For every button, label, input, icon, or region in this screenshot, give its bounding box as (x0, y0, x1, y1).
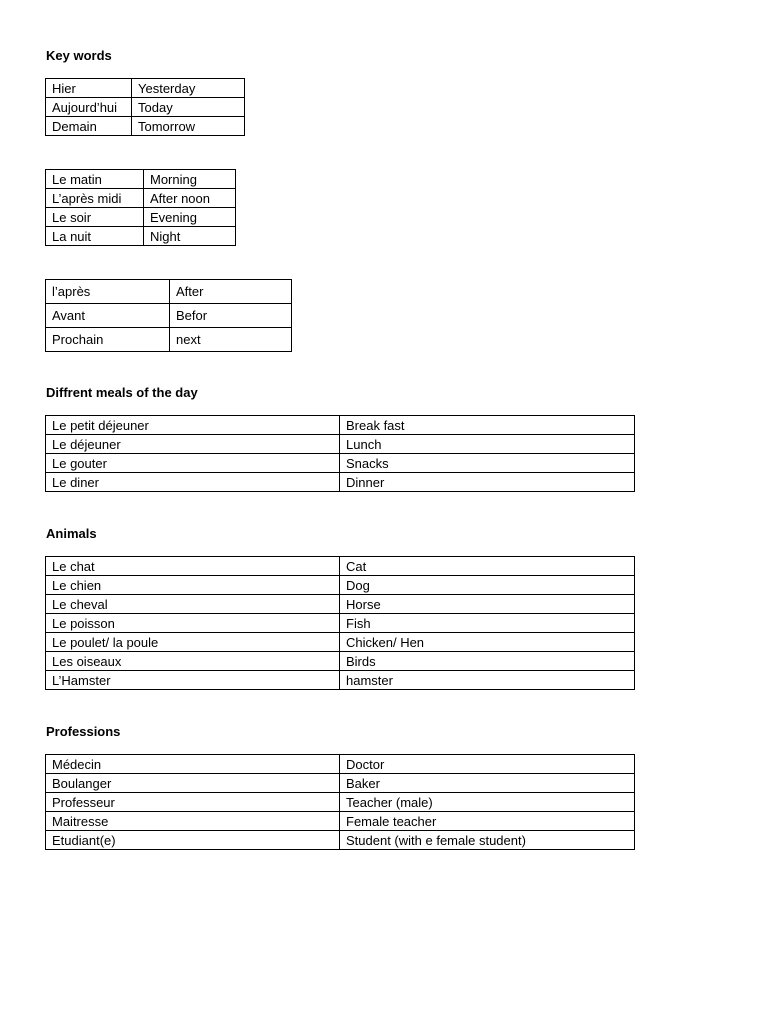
french-term-cell: L’après midi (46, 189, 144, 208)
table-row (46, 595, 635, 614)
english-translation-cell: Teacher (male) (340, 793, 635, 812)
table-row (46, 831, 635, 850)
table-row (46, 473, 635, 492)
table-row (46, 328, 292, 352)
english-translation-cell: Evening (144, 208, 236, 227)
table-row (46, 117, 245, 136)
french-term-cell: Demain (46, 117, 132, 136)
table-row (46, 227, 236, 246)
french-term-cell: Le chat (46, 557, 340, 576)
table-row (46, 755, 635, 774)
french-term-cell: Professeur (46, 793, 340, 812)
french-term-cell: Le matin (46, 170, 144, 189)
english-translation-cell: Tomorrow (132, 117, 245, 136)
english-translation-cell: Befor (170, 304, 292, 328)
table-row (46, 652, 635, 671)
french-term-cell: Le petit déjeuner (46, 416, 340, 435)
table-relative-words (45, 279, 292, 352)
table-key-words (45, 78, 245, 136)
english-translation-cell: next (170, 328, 292, 352)
french-term-cell: Boulanger (46, 774, 340, 793)
table-row (46, 812, 635, 831)
table-row (46, 435, 635, 454)
english-translation-cell: After noon (144, 189, 236, 208)
table-row (46, 304, 292, 328)
french-term-cell: Maitresse (46, 812, 340, 831)
table-row (46, 280, 292, 304)
english-translation-cell: Snacks (340, 454, 635, 473)
english-translation-cell: Break fast (340, 416, 635, 435)
english-translation-cell: Morning (144, 170, 236, 189)
french-term-cell: Le poisson (46, 614, 340, 633)
english-translation-cell: Dog (340, 576, 635, 595)
table-row (46, 208, 236, 227)
english-translation-cell: Lunch (340, 435, 635, 454)
heading-animals: Animals (46, 526, 97, 541)
table-row (46, 79, 245, 98)
french-term-cell: Le diner (46, 473, 340, 492)
french-term-cell: l’après (46, 280, 170, 304)
french-term-cell: Etudiant(e) (46, 831, 340, 850)
heading-professions: Professions (46, 724, 121, 739)
french-term-cell: La nuit (46, 227, 144, 246)
english-translation-cell: Horse (340, 595, 635, 614)
french-term-cell: Hier (46, 79, 132, 98)
table-times-of-day (45, 169, 236, 246)
table-row (46, 557, 635, 576)
table-row (46, 98, 245, 117)
table-meals (45, 415, 635, 492)
english-translation-cell: Night (144, 227, 236, 246)
french-term-cell: Le cheval (46, 595, 340, 614)
english-translation-cell: After (170, 280, 292, 304)
english-translation-cell: Doctor (340, 755, 635, 774)
table-professions (45, 754, 635, 850)
english-translation-cell: Birds (340, 652, 635, 671)
french-term-cell: L’Hamster (46, 671, 340, 690)
french-term-cell: Le poulet/ la poule (46, 633, 340, 652)
table-row (46, 671, 635, 690)
table-row (46, 614, 635, 633)
english-translation-cell: Baker (340, 774, 635, 793)
french-term-cell: Prochain (46, 328, 170, 352)
english-translation-cell: hamster (340, 671, 635, 690)
english-translation-cell: Cat (340, 557, 635, 576)
table-row (46, 633, 635, 652)
table-row (46, 774, 635, 793)
french-term-cell: Médecin (46, 755, 340, 774)
table-row (46, 454, 635, 473)
table-row (46, 576, 635, 595)
table-animals (45, 556, 635, 690)
english-translation-cell: Dinner (340, 473, 635, 492)
english-translation-cell: Student (with e female student) (340, 831, 635, 850)
table-row (46, 189, 236, 208)
french-term-cell: Aujourd’hui (46, 98, 132, 117)
table-row (46, 170, 236, 189)
french-term-cell: Avant (46, 304, 170, 328)
table-row (46, 416, 635, 435)
table-row (46, 793, 635, 812)
french-term-cell: Le gouter (46, 454, 340, 473)
heading-meals: Diffrent meals of the day (46, 385, 198, 400)
english-translation-cell: Female teacher (340, 812, 635, 831)
french-term-cell: Les oiseaux (46, 652, 340, 671)
english-translation-cell: Today (132, 98, 245, 117)
english-translation-cell: Yesterday (132, 79, 245, 98)
english-translation-cell: Chicken/ Hen (340, 633, 635, 652)
english-translation-cell: Fish (340, 614, 635, 633)
french-term-cell: Le soir (46, 208, 144, 227)
french-term-cell: Le chien (46, 576, 340, 595)
heading-key-words: Key words (46, 48, 112, 63)
french-term-cell: Le déjeuner (46, 435, 340, 454)
